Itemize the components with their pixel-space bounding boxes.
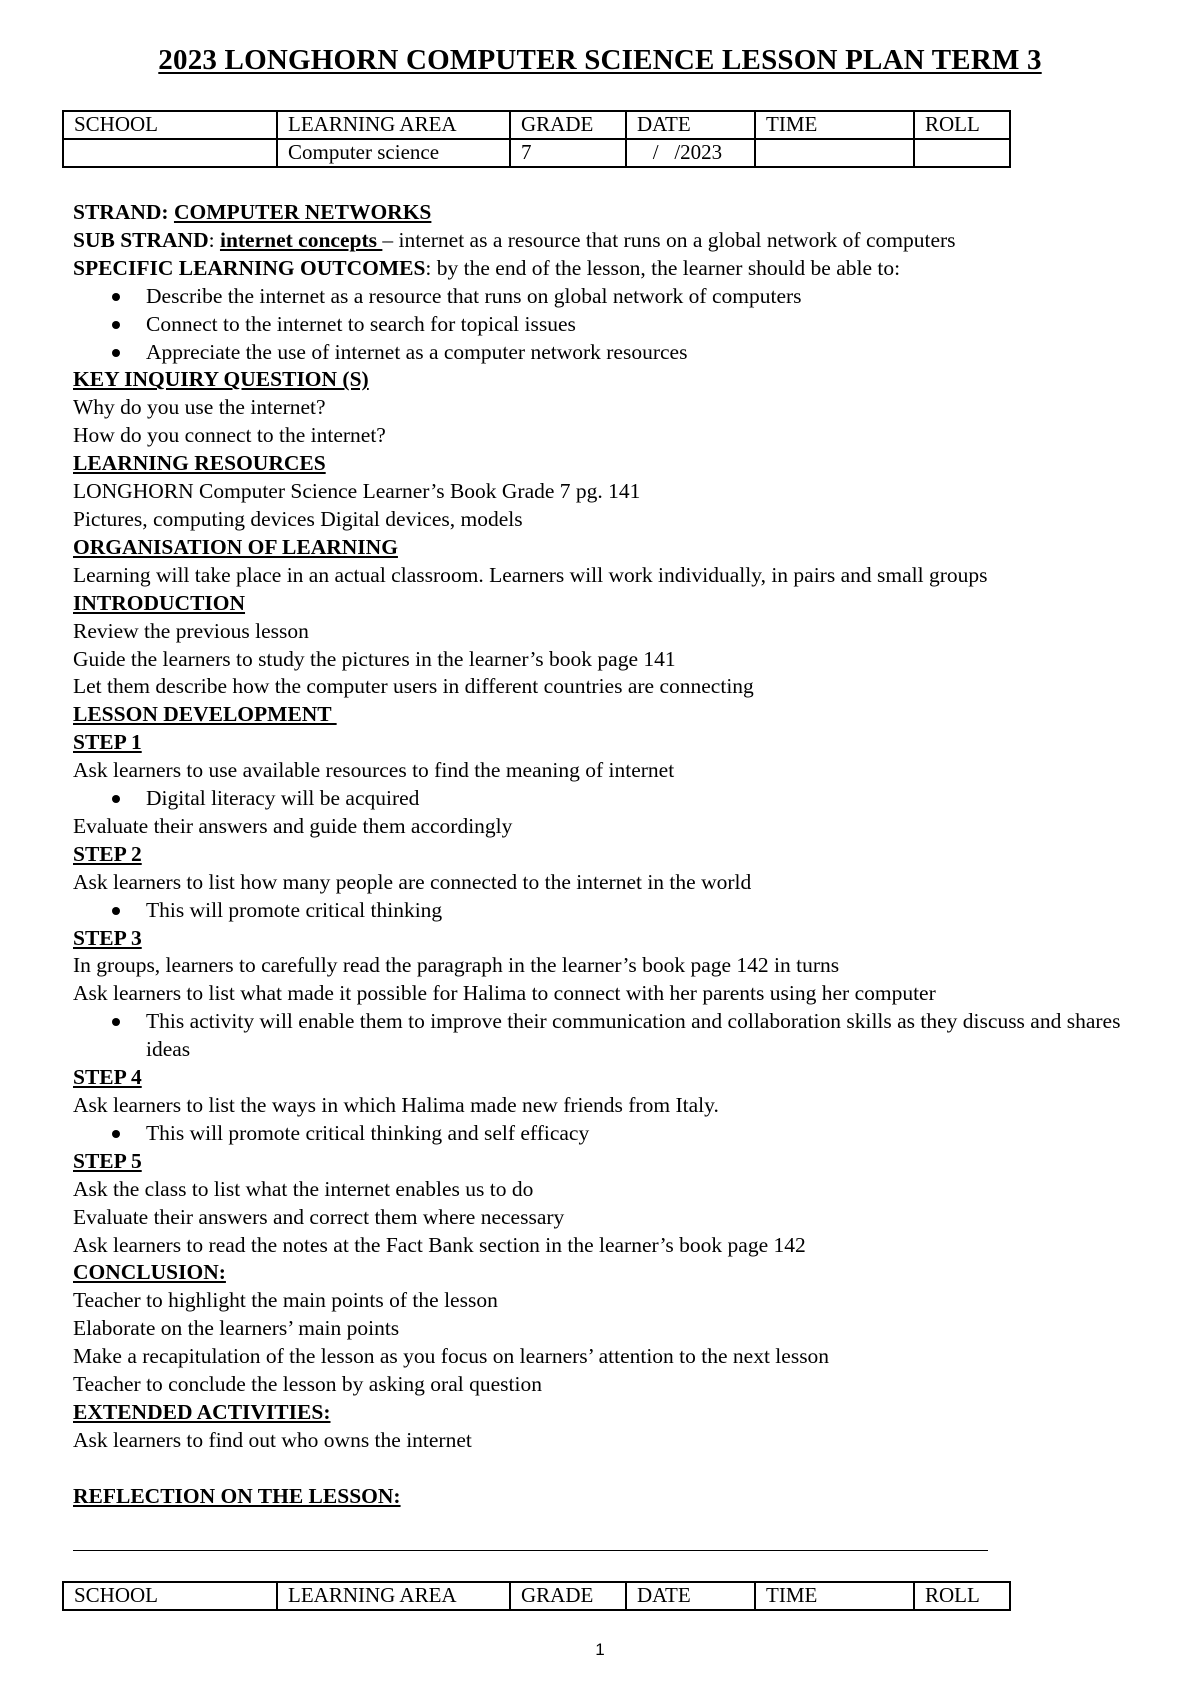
header-grade: GRADE (510, 111, 626, 139)
outcomes-label: SPECIFIC LEARNING OUTCOMES (73, 255, 426, 280)
strand-line (73, 199, 1183, 227)
sub-strand-label: SUB STRAND (73, 227, 209, 252)
step-3-instruction: In groups, learners to carefully read the paragraph in the learner’s book page 142 in turns (73, 953, 840, 978)
sub-strand-line (73, 227, 1183, 255)
cell-date: / /2023 (626, 139, 755, 167)
page-title: 2023 LONGHORN COMPUTER SCIENCE LESSON PLAN TERM 3 (158, 44, 1042, 76)
spacer (73, 1455, 1183, 1483)
outcome-item: Appreciate the use of internet as a computer network resources (73, 339, 1183, 367)
conclusion-heading: CONCLUSION: (73, 1260, 226, 1285)
outcome-item: Describe the internet as a resource that runs on global network of computers (73, 283, 1183, 311)
table-row (63, 139, 1010, 167)
resource-line: LONGHORN Computer Science Learner’s Book Grade 7 pg. 141 (73, 479, 641, 504)
reflection-answer-line (73, 1550, 988, 1551)
sub-strand-topic: internet concepts (219, 227, 383, 252)
strand-value: COMPUTER NETWORKS (173, 200, 432, 224)
table-header-row (63, 111, 1010, 139)
resource-line: Pictures, computing devices Digital devices, models (73, 506, 523, 531)
conclusion-line: Elaborate on the learners’ main points (73, 1316, 400, 1341)
header-learning-area: LEARNING AREA (277, 111, 510, 139)
introduction-line: Guide the learners to study the pictures in the learner’s book page 141 (73, 646, 676, 671)
conclusion-line: Teacher to conclude the lesson by asking oral question (73, 1372, 542, 1397)
step-5-line: Evaluate their answers and correct them where necessary (73, 1204, 565, 1229)
header-learning-area: LEARNING AREA (277, 1582, 510, 1610)
outcome-item: Connect to the internet to search for topical issues (73, 311, 1183, 339)
header-time: TIME (755, 111, 914, 139)
step-1-bullet: Digital literacy will be acquired (73, 785, 1183, 813)
conclusion-line: Teacher to highlight the main points of the lesson (73, 1288, 498, 1313)
header-date: DATE (626, 1582, 755, 1610)
header-roll: ROLL (914, 1582, 1010, 1610)
lesson-development-heading: LESSON DEVELOPMENT (73, 702, 337, 727)
cell-school (63, 139, 277, 167)
extended-activities-heading: EXTENDED ACTIVITIES: (73, 1399, 331, 1424)
header-school: SCHOOL (63, 1582, 277, 1610)
step-3-instruction-2: Ask learners to list what made it possible for Halima to connect with her parents using her computer (73, 981, 936, 1006)
lesson-info-table (62, 110, 1011, 168)
step-4-heading: STEP 4 (73, 1065, 142, 1090)
step-5-line: Ask learners to read the notes at the Fact Bank section in the learner’s book page 142 (73, 1232, 806, 1257)
cell-roll (914, 139, 1010, 167)
outcomes-line (73, 255, 1183, 283)
header-time: TIME (755, 1582, 914, 1610)
introduction-line: Let them describe how the computer users in different countries are connecting (73, 674, 754, 699)
next-lesson-info-table (62, 1581, 1011, 1611)
cell-learning-area: Computer science (277, 139, 510, 167)
key-inquiry-heading: KEY INQUIRY QUESTION (S) (73, 367, 369, 392)
header-school: SCHOOL (63, 111, 277, 139)
sub-strand-colon: : (208, 227, 220, 252)
inquiry-question: How do you connect to the internet? (73, 423, 386, 448)
header-roll: ROLL (914, 111, 1010, 139)
cell-grade: 7 (510, 139, 626, 167)
strand-label: STRAND: (73, 200, 174, 224)
lesson-body (73, 199, 1183, 1511)
sub-strand-description: – internet as a resource that runs on a global network of computers (382, 227, 956, 252)
step-3-bullet: This activity will enable them to improve their communication and collaboration skills as they discuss and shares ideas (73, 1008, 1136, 1064)
cell-time (755, 139, 914, 167)
reflection-heading: REFLECTION ON THE LESSON: (73, 1483, 401, 1508)
page-number: 1 (595, 1640, 605, 1659)
extended-activity-line: Ask learners to find out who owns the internet (73, 1427, 472, 1452)
step-5-line: Ask the class to list what the internet enables us to do (73, 1176, 534, 1201)
step-4-instruction: Ask learners to list the ways in which Halima made new friends from Italy. (73, 1093, 719, 1117)
organisation-line: Learning will take place in an actual classroom. Learners will work individually, in pairs and small groups (73, 562, 988, 587)
inquiry-question: Why do you use the internet? (73, 395, 326, 420)
outcomes-intro: : by the end of the lesson, the learner should be able to: (425, 255, 901, 280)
header-grade: GRADE (510, 1582, 626, 1610)
table-header-row (63, 1582, 1010, 1610)
step-3-heading: STEP 3 (73, 925, 142, 950)
organisation-heading: ORGANISATION OF LEARNING (73, 534, 398, 559)
introduction-line: Review the previous lesson (73, 618, 309, 643)
introduction-heading: INTRODUCTION (73, 590, 246, 615)
step-1-heading: STEP 1 (73, 730, 142, 755)
step-2-bullet: This will promote critical thinking (73, 897, 1183, 925)
step-2-heading: STEP 2 (73, 841, 142, 866)
learning-resources-heading: LEARNING RESOURCES (73, 451, 326, 476)
header-date: DATE (626, 111, 755, 139)
step-4-bullet: This will promote critical thinking and self efficacy (73, 1120, 1183, 1148)
step-2-instruction: Ask learners to list how many people are connected to the internet in the world (73, 869, 752, 894)
step-1-instruction: Ask learners to use available resources to find the meaning of internet (73, 758, 675, 783)
step-5-heading: STEP 5 (73, 1148, 142, 1173)
step-1-evaluation: Evaluate their answers and guide them accordingly (73, 813, 513, 838)
conclusion-line: Make a recapitulation of the lesson as you focus on learners’ attention to the next lesson (73, 1344, 830, 1369)
